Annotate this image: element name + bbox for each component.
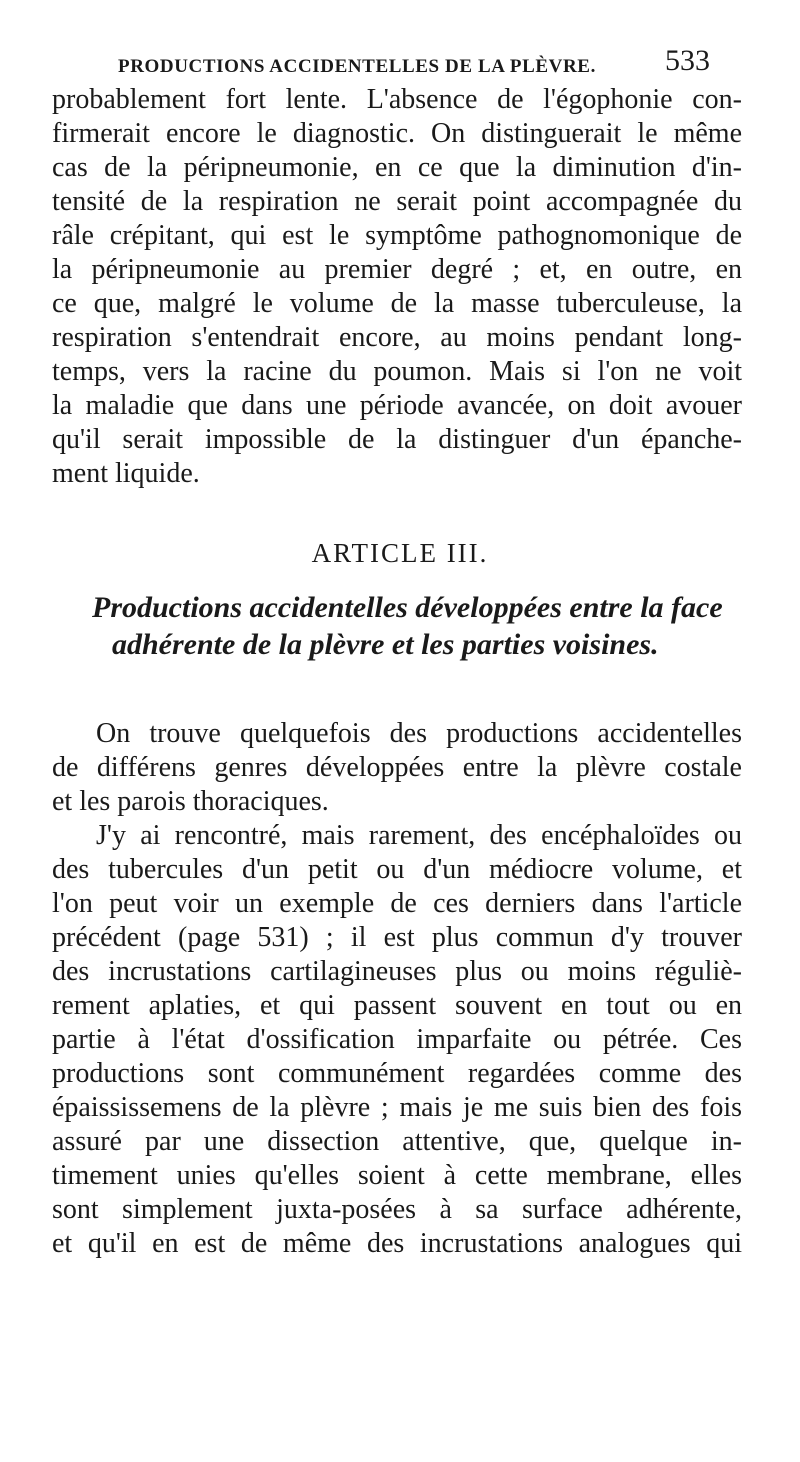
text-line: qu'il serait impossible de la distinguer d'un épanche- [52, 424, 742, 455]
text-line: précédent (page 531) ; il est plus commun d'y trouver [52, 922, 742, 953]
text-line: rement aplaties, et qui passent souvent en tout ou en [52, 990, 742, 1021]
article-subtitle-line2: adhérente de la plèvre et les parties voisines. [112, 628, 659, 661]
text-line: partie à l'état d'ossification imparfaite ou pétrée. Ces [52, 1024, 742, 1055]
text-line: temps, vers la racine du poumon. Mais si l'on ne voit [52, 356, 742, 387]
text-line: la maladie que dans une période avancée, on doit avouer [52, 390, 742, 421]
article-heading: ARTICLE III. [311, 538, 489, 568]
page-number: 533 [665, 44, 710, 77]
text-line: ment liquide. [52, 458, 200, 489]
text-line: probablement fort lente. L'absence de l'égophonie con- [52, 84, 742, 115]
text-line: respiration s'entendrait encore, au moins pendant long- [52, 322, 742, 353]
text-line: productions sont communément regardées comme des [52, 1058, 742, 1089]
text-line: timement unies qu'elles soient à cette membrane, elles [52, 1160, 742, 1191]
text-line: On trouve quelquefois des productions accidentelles [96, 718, 742, 749]
running-title: PRODUCTIONS ACCIDENTELLES DE LA PLÈVRE. [118, 56, 596, 77]
text-line: de différens genres développées entre la plèvre costale [52, 752, 742, 783]
text-line: J'y ai rencontré, mais rarement, des encéphaloïdes ou [96, 820, 742, 851]
text-line: et les parois thoraciques. [52, 786, 329, 817]
text-line: sont simplement juxta-posées à sa surface adhérente, [52, 1194, 742, 1225]
text-line: cas de la péripneumonie, en ce que la diminution d'in- [52, 152, 742, 183]
text-line: assuré par une dissection attentive, que, quelque in- [52, 1126, 742, 1157]
text-line: ce que, malgré le volume de la masse tuberculeuse, la [52, 288, 742, 319]
text-line: firmerait encore le diagnostic. On distinguerait le même [52, 118, 742, 149]
text-line: des tubercules d'un petit ou d'un médiocre volume, et [52, 854, 742, 885]
article-subtitle-line1: Productions accidentelles développées entre la face [92, 591, 723, 624]
text-line: râle crépitant, qui est le symptôme pathognomonique de [52, 220, 742, 251]
text-line: l'on peut voir un exemple de ces derniers dans l'article [52, 888, 742, 919]
text-line: et qu'il en est de même des incrustations analogues qui [52, 1228, 742, 1259]
text-line: des incrustations cartilagineuses plus ou moins réguliè- [52, 956, 742, 987]
text-line: épaississemens de la plèvre ; mais je me suis bien des fois [52, 1092, 742, 1123]
text-line: tensité de la respiration ne serait point accompagnée du [52, 186, 742, 217]
text-line: la péripneumonie au premier degré ; et, en outre, en [52, 254, 742, 285]
